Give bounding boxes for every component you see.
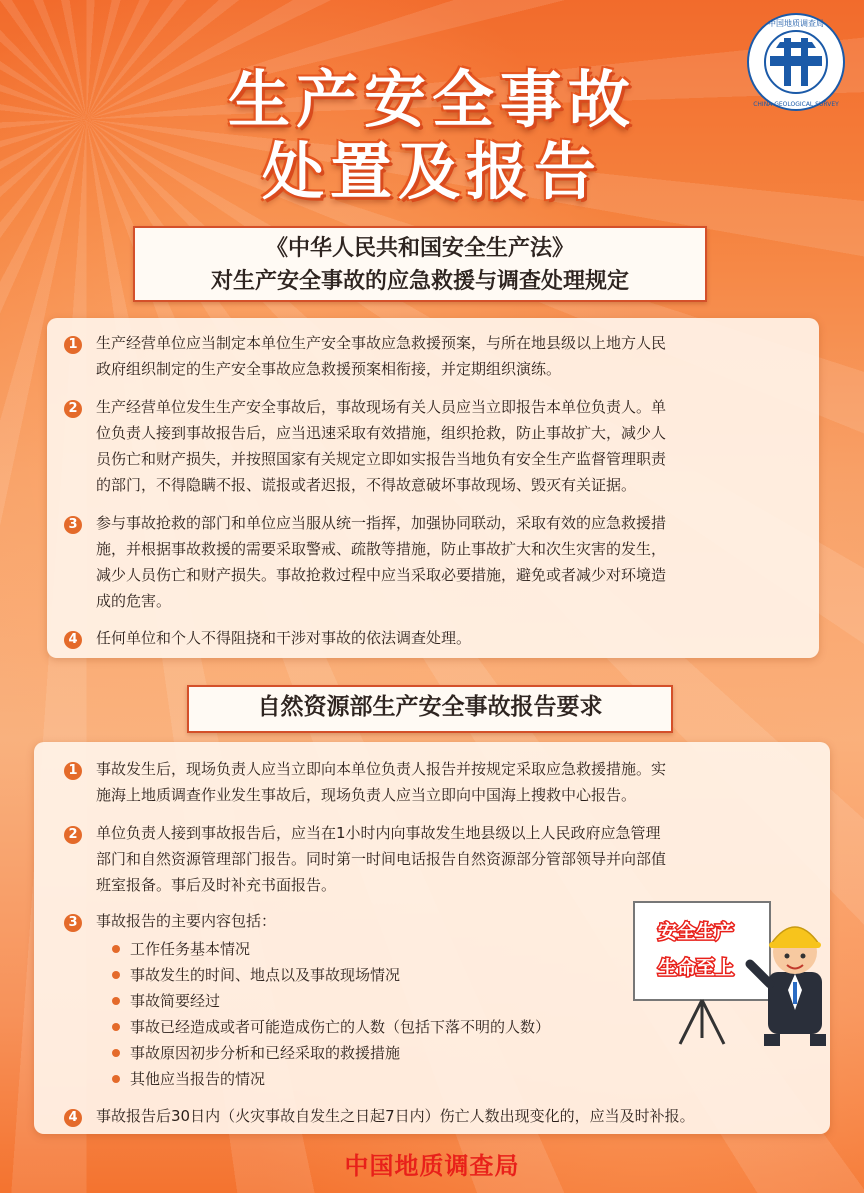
item-line: 任何单位和个人不得阻挠和干涉对事故的依法调查处理。 [96,629,472,647]
number-badge: 3 [64,914,82,932]
safety-poster-illustration [630,900,830,1050]
item-line: 班室报备。事后及时补充书面报告。 [96,876,337,894]
bullet-item: 事故原因初步分析和已经采取的救援措施 [110,1040,400,1066]
number-badge: 1 [64,762,82,780]
number-badge: 2 [64,400,82,418]
number-badge: 1 [64,336,82,354]
section2-item-4 [96,1103,695,1129]
bullet-item: 事故简要经过 [110,988,220,1014]
item-line: 参与事故抢救的部门和单位应当服从统一指挥，加强协同联动，采取有效的应急救援措 [96,514,667,532]
footer-organization: 中国地质调查局 [344,1152,520,1180]
logo-text-en: CHINA GEOLOGICAL SURVEY [753,101,839,108]
item-line: 施海上地质调查作业发生事故后，现场负责人应当立即向中国海上搜救中心报告。 [96,786,637,804]
logo-text-cn: 中国地质调查局 [768,19,824,28]
item-line: 事故报告后30日内（火灾事故自发生之日起7日内）伤亡人数出现变化的，应当及时补报。 [96,1107,695,1125]
section1-item-3 [96,510,666,614]
section1-item-4 [96,625,471,651]
item-line: 部门和自然资源管理部门报告。同时第一时间电话报告自然资源部分管部领导并向部值 [96,850,667,868]
number-badge: 4 [64,1109,82,1127]
item-line: 施，并根据事故救援的需要采取警戒、疏散等措施，防止事故扩大和次生灾害的发生， [96,540,667,558]
section2-title-box: 自然资源部生产安全事故报告要求 [187,685,673,733]
item-line: 成的危害。 [96,592,172,610]
number-badge: 2 [64,826,82,844]
main-title-line1: 生产安全事故 [227,63,636,136]
item-line: 政府组织制定的生产安全事故应急救援预案相衔接，并定期组织演练。 [96,360,562,378]
section1-item-1 [96,330,666,382]
bullet-item: 事故已经造成或者可能造成伤亡的人数（包括下落不明的人数） [110,1014,550,1040]
item-line: 生产经营单位应当制定本单位生产安全事故应急救援预案，与所在地县级以上地方人民 [96,334,667,352]
poster-line2: 生命至上 [657,957,735,979]
bullet-item: 工作任务基本情况 [110,936,250,962]
bullet-item: 事故发生的时间、地点以及事故现场情况 [110,962,400,988]
number-badge: 4 [64,631,82,649]
section2-item-3 [96,908,276,934]
section1-item-2 [96,394,666,498]
main-title-line2: 处置及报告 [261,135,602,208]
hard-hat-icon [771,927,819,944]
item-line: 单位负责人接到事故报告后，应当在1小时内向事故发生地县级以上人民政府应急管理 [96,824,661,842]
section1-title-box [133,226,707,302]
item-line: 位负责人接到事故报告后，应当迅速采取有效措施，组织抢救，防止事故扩大，减少人 [96,424,667,442]
section2-item-1 [96,756,666,808]
item-line: 生产经营单位发生生产安全事故后，事故现场有关人员应当立即报告本单位负责人。单 [96,398,667,416]
item-line: 事故发生后，现场负责人应当立即向本单位负责人报告并按规定采取应急救援措施。实 [96,760,667,778]
number-badge: 3 [64,516,82,534]
item-line: 事故报告的主要内容包括： [96,912,277,930]
item-line: 的部门，不得隐瞒不报、谎报或者迟报，不得故意破坏事故现场、毁灭有关证据。 [96,476,637,494]
item-line: 员伤亡和财产损失，并按照国家有关规定立即如实报告当地负有安全生产监督管理职责 [96,450,667,468]
poster-line1: 安全生产 [657,921,735,943]
item-line: 减少人员伤亡和财产损失。事故抢救过程中应当采取必要措施，避免或者减少对环境造 [96,566,667,584]
easel-board [634,902,770,1000]
section1-title-line1: 《中华人民共和国安全生产法》 [265,236,574,261]
bullet-item: 其他应当报告的情况 [110,1066,265,1092]
section1-title-line2: 对生产安全事故的应急救援与调查处理规定 [210,269,629,294]
section2-item-2 [96,820,666,898]
